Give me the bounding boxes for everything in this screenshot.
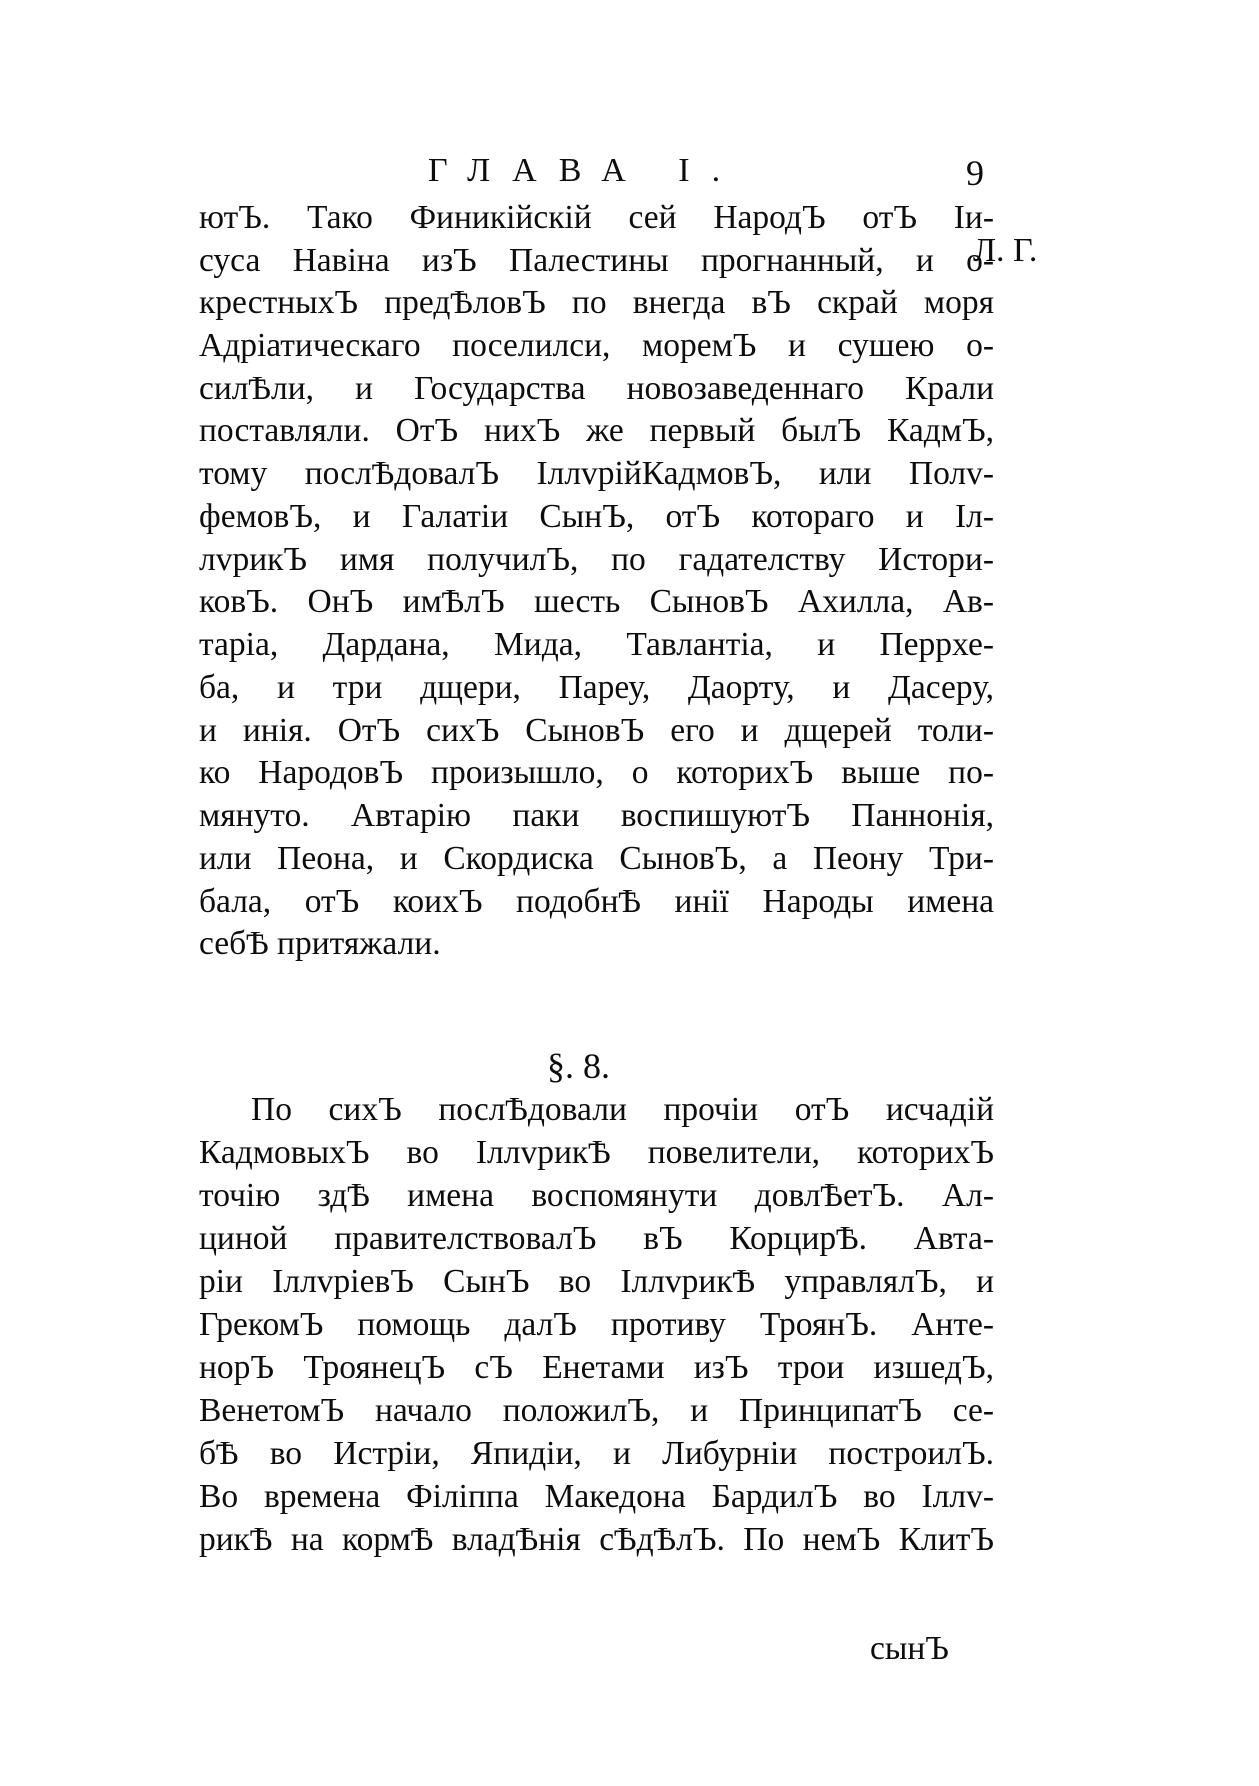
catchword: сынЪ bbox=[870, 1630, 949, 1667]
text-line: точію здѢ имена воспомянути довлѢетЪ. Ал- bbox=[199, 1177, 994, 1214]
text-line: норЪ ТроянецЪ сЪ Енетами изЪ трои изшедЪ, bbox=[199, 1349, 994, 1386]
text-line: рикѢ на кормѢ владѢнія сѢдѢлЪ. По немЪ КлитЪ bbox=[199, 1521, 994, 1558]
margin-note: Л. Г. bbox=[973, 232, 1038, 269]
text-line: крестныхЪ предѢловЪ по внегда вЪ скрай моря bbox=[199, 284, 994, 321]
section-heading: §. 8. bbox=[547, 1046, 610, 1086]
text-line: и инія. ОтЪ сихЪ СыновЪ его и дщерей толи- bbox=[199, 712, 994, 749]
text-line: Адріатическаго поселилси, моремЪ и сушею о- bbox=[199, 327, 994, 364]
text-line: Во времена Філіппа Македона БардилЪ во Іллv- bbox=[199, 1478, 994, 1515]
text-line: поставляли. ОтЪ нихЪ же первый былЪ КадмЪ, bbox=[199, 412, 994, 449]
text-line: таріа, Дардана, Мида, Тавлантіа, и Перрхе- bbox=[199, 626, 994, 663]
text-line: ютЪ. Тако Финикійскій сей НародЪ отЪ Іи- bbox=[199, 199, 994, 236]
text-line: По сихЪ послѢдовали прочіи отЪ исчадій bbox=[251, 1091, 994, 1128]
text-line: фемовЪ, и Галатіи СынЪ, отЪ котораго и Іл- bbox=[199, 498, 994, 535]
text-line: или Пеона, и Скордиска СыновЪ, а Пеону Три- bbox=[199, 840, 994, 877]
text-line: бала, отЪ коихЪ подобнѢ инії Народы имена bbox=[199, 883, 994, 920]
page-number: 9 bbox=[966, 153, 984, 193]
text-line: ковЪ. ОнЪ имѢлЪ шесть СыновЪ Ахилла, Ав- bbox=[199, 583, 994, 620]
text-line: мянуто. Автарію паки воспишуютЪ Паннонія, bbox=[199, 797, 994, 834]
text-line: циной правителствовалЪ вЪ КорцирѢ. Авта- bbox=[199, 1220, 994, 1257]
text-line: ріи ІллvріевЪ СынЪ во ІллvрикѢ управлялЪ, и bbox=[199, 1263, 994, 1300]
text-line: силѢли, и Государства новозаведеннаго Крали bbox=[199, 370, 994, 407]
text-line: ко НародовЪ произышло, о которихЪ выше по- bbox=[199, 754, 994, 791]
text-line: бѢ во Истріи, Япидіи, и Либурніи построилЪ. bbox=[199, 1435, 994, 1472]
text-line: ГрекомЪ помощь далЪ противу ТроянЪ. Анте- bbox=[199, 1306, 994, 1343]
text-line: себѢ притяжали. bbox=[199, 925, 441, 962]
text-line: ВенетомЪ начало положилЪ, и ПринципатЪ се- bbox=[199, 1392, 994, 1429]
page-header bbox=[0, 152, 1259, 202]
text-line: КадмовыхЪ во ІллvрикѢ повелители, которихЪ bbox=[199, 1134, 994, 1171]
text-line: тому послѢдовалЪ ІллvрійКадмовЪ, или Полv- bbox=[199, 455, 994, 492]
text-line: лvрикЪ имя получилЪ, по гадателству Истори- bbox=[199, 541, 994, 578]
running-title: ГЛАВА I. bbox=[428, 152, 743, 189]
text-line: суса Навіна изЪ Палестины прогнанный, и о- bbox=[199, 242, 994, 279]
text-line: ба, и три дщери, Пареу, Даорту, и Дасеру, bbox=[199, 669, 994, 706]
